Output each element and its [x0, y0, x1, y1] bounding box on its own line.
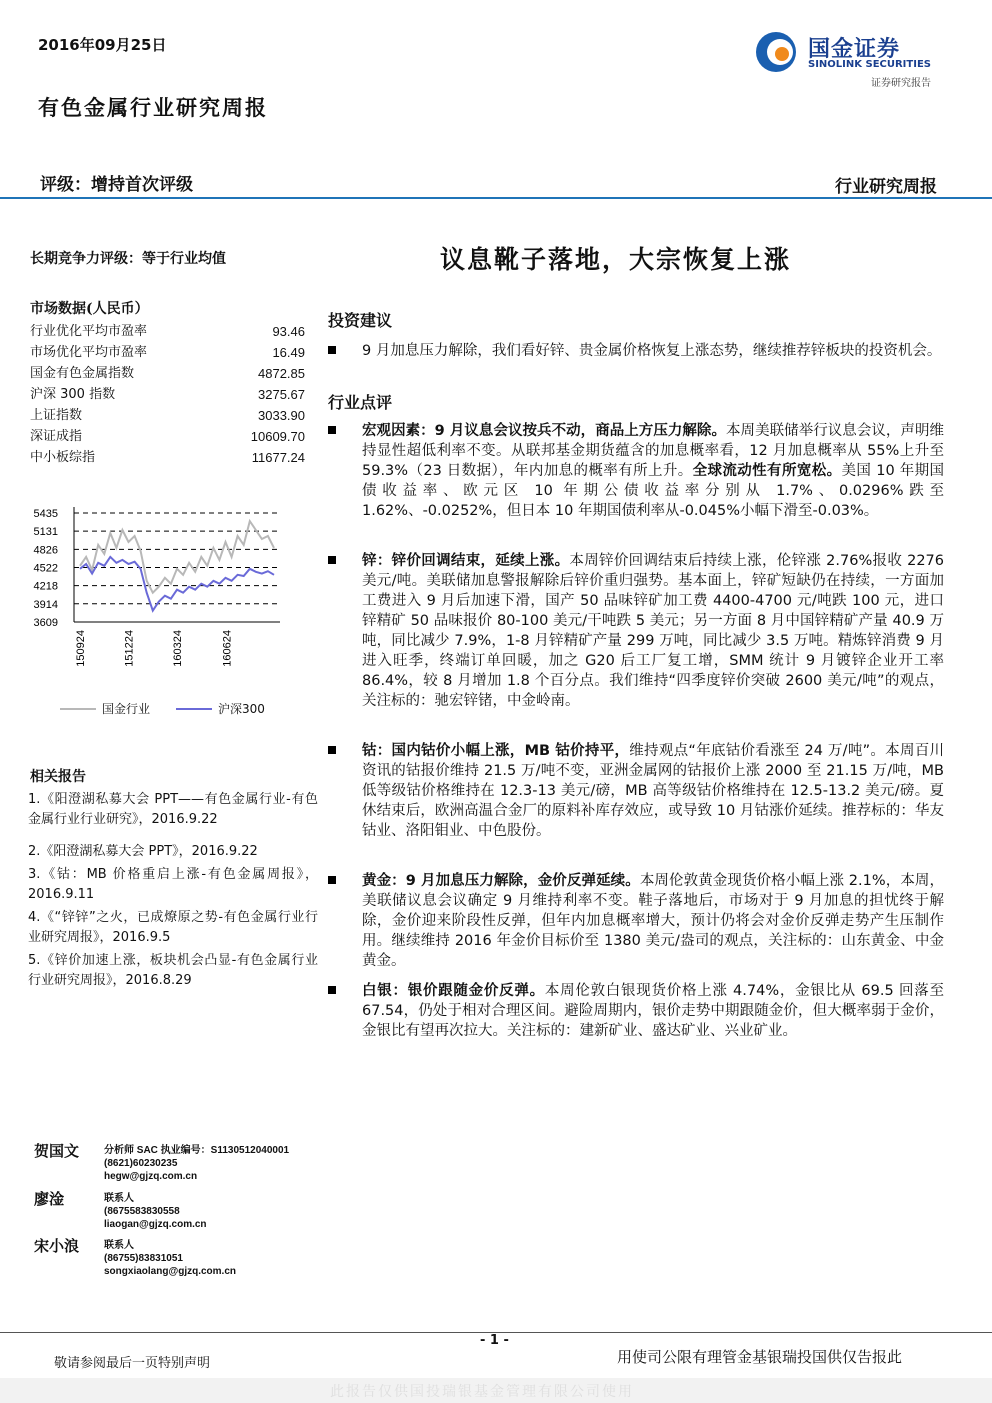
related-report-item: 4.《“锌锌”之火，已成燎原之势-有色金属行业行业研究周报》，2016.9.5	[28, 910, 318, 945]
review-zinc: 锌：锌价回调结束，延续上涨。本周锌价回调结束后持续上涨，伦锌涨 2.76%报收 2276 美元/吨。美联储加息警报解除后锌价重归强势。基本面上，锌矿短缺仍在持续，一方面加工费进入 9 月后加速下滑，国产 50 品味锌矿加工费 4400-4700 元/吨跌 100 元，进口锌精矿 50 品味报价 80-100 美元/干吨跌 5 美元；另一方面 8 月中国锌精矿产量 40.9 万吨，同比减少 7.9%，1-8 月锌精矿产量 299 万吨，同比减少 3.5 万吨。精炼锌消费 9 月进入旺季，终端订单回暖，加之 G20 后工厂复工增，SMM 统计 9 月镀锌企业开工率 86.4%，较 8 月增加 1.8 个百分点。我们维持“四季度锌价突破 2600 美元/吨”的观点，关注标的：驰宏锌锗，中金岭南。	[362, 553, 945, 709]
review-macro: 宏观因素：9 月议息会议按兵不动，商品上方压力解除。本周美联储举行议息会议，声明维持显性超低利率不变。从联邦基金期货蕴含的加息概率看，12 月加息概率从 55%上升至 59.3%（23 日数据），年内加息的概率有所上升。全球流动性有所宽松。美国 10 年期国债收益率、欧元区 10 年期公债收益率分别从 1.7%、0.0296%跌至 1.62%、-0.0252%，但日本 10 年期国债利率从-0.045%小幅下滑至-0.03%。	[362, 423, 945, 519]
logo-english-text: SINOLINK SECURITIES	[808, 59, 931, 70]
market-row: 沪深 300 指数 3275.67	[30, 387, 305, 402]
legend-swatch-industry	[60, 708, 96, 710]
related-reports-list	[28, 790, 318, 994]
analyst-name: 廖淦	[34, 1190, 65, 1208]
analyst-name: 贺国文	[34, 1142, 80, 1160]
report-type: 行业研究周报	[835, 177, 937, 197]
analyst-info: 分析师 SAC 执业编号：S1130512040001 (8621)60230235 hegw@gjzq.com.cn	[104, 1145, 290, 1182]
market-row: 国金有色金属指数 4872.85	[30, 366, 305, 381]
y-tick-label: 3609	[33, 617, 58, 629]
market-row: 市场优化平均市盈率 16.49	[30, 345, 305, 360]
y-tick-label: 4522	[33, 562, 58, 575]
bullet-icon	[328, 986, 336, 994]
review-cobalt: 钴：国内钴价小幅上涨，MB 钴价持平，维持观点“年底钴价看涨至 24 万/吨”。本周百川资讯的钴报价维持 21.5 万/吨不变，亚洲金属网的钴报价上涨 2000 至 21.15 万/吨，MB 低等级钴价格维持在 12.3-13 美元/磅，MB 高等级钴价格维持在 12.5-13.2 美元/磅。夏休结束后，欧洲高温合金厂的原料补库存效应，或导致 10 月钴涨价延续。推荐标的：华友钴业、洛阳钼业、中色股份。	[362, 743, 945, 839]
y-tick-label: 5435	[33, 508, 58, 520]
bullet-icon	[328, 426, 336, 434]
market-data-title: 市场数据(人民币）	[30, 301, 149, 317]
market-row: 中小板综指 11677.24	[30, 450, 305, 465]
related-report-item: 2.《阳澄湖私募大会 PPT》，2016.9.22	[28, 844, 258, 859]
watermark: 此报告仅供国投瑞银基金管理有限公司使用	[330, 1384, 634, 1400]
logo-chinese-text: 国金证券	[808, 37, 901, 62]
bullet-icon	[328, 746, 336, 754]
legend-label-hs300: 沪深300	[218, 702, 265, 716]
market-row: 深证成指 10609.70	[30, 429, 305, 444]
analyst-info: 联系人 (86755)83831051 songxiaolang@gjzq.com.cn	[104, 1240, 236, 1277]
legend-label-industry: 国金行业	[102, 702, 151, 716]
header-divider	[0, 197, 992, 199]
invest-advice-text: 9 月加息压力解除，我们看好锌、贵金属价格恢复上涨态势，继续推荐锌板块的投资机会。	[362, 343, 942, 359]
bullet-icon	[328, 346, 336, 354]
y-tick-label: 4218	[33, 580, 58, 593]
x-tick-label: 150924	[75, 630, 88, 667]
chart-legend	[60, 700, 265, 717]
y-tick-label: 4826	[33, 544, 58, 557]
related-report-item: 1.《阳澄湖私募大会 PPT——有色金属行业-有色金属行业行业研究》，2016.9.22	[28, 792, 318, 827]
review-gold: 黄金：9 月加息压力解除，金价反弹延续。本周伦敦黄金现货价格小幅上涨 2.1%，本周，美联储议息会议确定 9 月维持利率不变。鞋子落地后，市场对于 9 月加息的担忧终于解除，金价迎来阶段性反弹，但年内加息概率增大，预计仍将会对金价反弹走势产生压制作用。继续维持 2016 年金价目标价至 1380 美元/盎司的观点，关注标的：山东黄金、中金黄金。	[362, 873, 944, 969]
bullet-icon	[328, 876, 336, 884]
logo-subtitle: 证券研究报告	[871, 78, 931, 89]
headline: 议息靴子落地，大宗恢复上涨	[440, 245, 792, 274]
related-reports-title: 相关报告	[30, 769, 86, 785]
bullet-icon	[328, 556, 336, 564]
report-title: 有色金属行业研究周报	[38, 95, 268, 120]
page-number: - 1 -	[480, 1333, 509, 1348]
footer-disclaimer: 敬请参阅最后一页特别声明	[54, 1356, 211, 1371]
market-data-table	[30, 321, 305, 468]
rating: 评级：增持首次评级	[40, 175, 193, 195]
review-silver: 白银：银价跟随金价反弹。本周伦敦白银现货价格上涨 4.74%，金银比从 69.5 回落至 67.54，仍处于相对合理区间。避险周期内，银价走势中期跟随金价，但大概率弱于金价，金银比有望再次拉大。关注标的：建新矿业、盛达矿业、兴业矿业。	[362, 983, 944, 1039]
footer-right-text: 用使司公限有理管金基银瑞投国供仅告报此	[617, 1348, 903, 1366]
y-tick-label: 5131	[33, 526, 58, 539]
related-report-item: 5.《锌价加速上涨，板块机会凸显-有色金属行业行业研究周报》，2016.8.29	[28, 953, 318, 988]
market-row: 行业优化平均市盈率 93.46	[30, 324, 305, 339]
analyst-name: 宋小浪	[34, 1237, 80, 1255]
x-tick-label: 160624	[221, 630, 234, 667]
index-comparison-chart	[28, 495, 288, 685]
x-tick-label: 160324	[172, 630, 184, 667]
x-tick-label: 151224	[123, 630, 136, 667]
industry-review-title: 行业点评	[328, 393, 393, 412]
related-report-item: 3.《钴：MB 价格重启上涨-有色金属周报》，2016.9.11	[28, 867, 318, 902]
y-tick-label: 3914	[33, 598, 58, 611]
invest-advice-title: 投资建议	[328, 311, 393, 330]
analyst-info: 联系人 (8675583830558 liaogan@gjzq.com.cn	[104, 1193, 207, 1230]
competitiveness-rating: 长期竞争力评级：等于行业均值	[30, 251, 226, 267]
legend-swatch-hs300	[176, 708, 212, 710]
market-row: 上证指数 3033.90	[30, 408, 305, 423]
series-line-hs300	[80, 557, 274, 611]
report-date: 2016年09月25日	[38, 36, 167, 54]
